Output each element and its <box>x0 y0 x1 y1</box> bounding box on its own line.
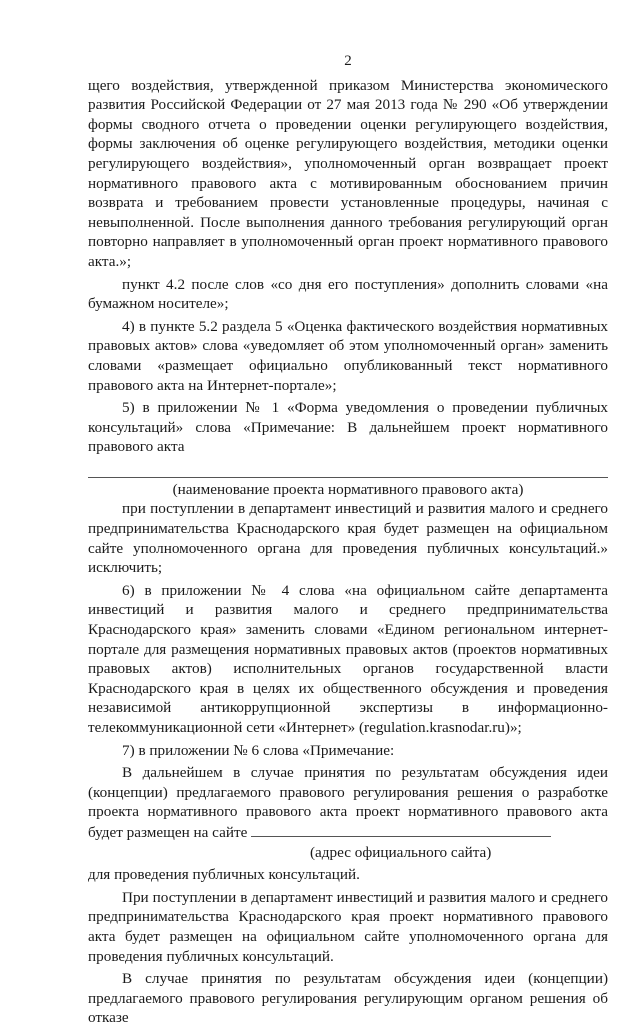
paragraph-consultations: для проведения публичных консультаций. <box>88 866 360 884</box>
paragraph-item-4: 4) в пункте 5.2 раздела 5 «Оценка фактического воздействия нормативных правовых актов» слова «уведомляет об этом уполномоченный орган» заменить словами «размещает официально опубликованный текст нормативного правового акта на Интернет-портале»; <box>88 317 608 394</box>
caption-project-name: (наименование проекта нормативного правового акта) <box>172 480 524 498</box>
paragraph-note <box>88 763 608 842</box>
paragraph-continued: щего воздействия, утвержденной приказом Министерства экономического развития Российской Федерации от 27 мая 2013 года № 290 «Об утверждении формы сводного отчета о проведении оценки регулирующего воздействия, формы заключения об оценке регулирующего воздействия, методики оценки регулирующего воздействия», уполномоченный орган возвращает проект нормативного правового акта с мотивированным обоснованием причин возврата и требованием провести установленные процедуры, начиная с невыполненной. После выполнения данного требования регулирующий орган повторно направляет в уполномоченный орган проект нормативного правового акта.»; <box>88 76 608 270</box>
paragraph-item-5: 5) в приложении № 1 «Форма уведомления о проведении публичных консультаций» слова «Примечание: В дальнейшем проект нормативного правового акта <box>88 399 608 456</box>
paragraph-refusal: В случае принятия по результатам обсуждения идеи (концепции) предлагаемого правового регулирования регулирующим органом решения об отказе <box>88 970 608 1027</box>
paragraph-item-7: 7) в приложении № 6 слова «Примечание: <box>122 741 395 759</box>
paragraph-note-text: В дальнейшем в случае принятия по результатам обсуждения идеи (концепции) предлагаемого правового регулирования решения о разработке проекта нормативного правового акта проект нормативного правового акта будет размещен на сайте <box>88 764 608 841</box>
paragraph-item-5-cont: при поступлении в департамент инвестиций и развития малого и среднего предпринимательства Краснодарского края будет размещен на официальном сайте уполномоченного органа для проведения публичных консультаций.» исключить; <box>88 500 608 577</box>
caption-site-address: (адрес официального сайта) <box>310 843 492 861</box>
paragraph-item-4-2: пункт 4.2 после слов «со дня его поступления» дополнить словами «на бумажном носителе»; <box>88 275 608 313</box>
blank-line-site-address <box>251 822 551 837</box>
blank-line-project-name <box>88 477 608 478</box>
paragraph-receipt: При поступлении в департамент инвестиций и развития малого и среднего предпринимательства Краснодарского края проект нормативного правового акта будет размещен на официальном сайте уполномоченного органа для проведения публичных консультаций. <box>88 888 608 965</box>
page-number: 2 <box>344 53 352 69</box>
paragraph-item-6: 6) в приложении № 4 слова «на официальном сайте департамента инвестиций и развития малого и среднего предпринимательства Краснодарского края» заменить словами «Едином региональном интернет-портале для размещения нормативных правовых актов (проектов нормативных правовых актов) исполнительных органов государственной власти Краснодарского края в целях их общественного обсуждения и проведения независимой антикоррупционной экспертизы в информационно-телекоммуникационной сети «Интернет» (regulation.krasnodar.ru)»; <box>88 581 608 736</box>
